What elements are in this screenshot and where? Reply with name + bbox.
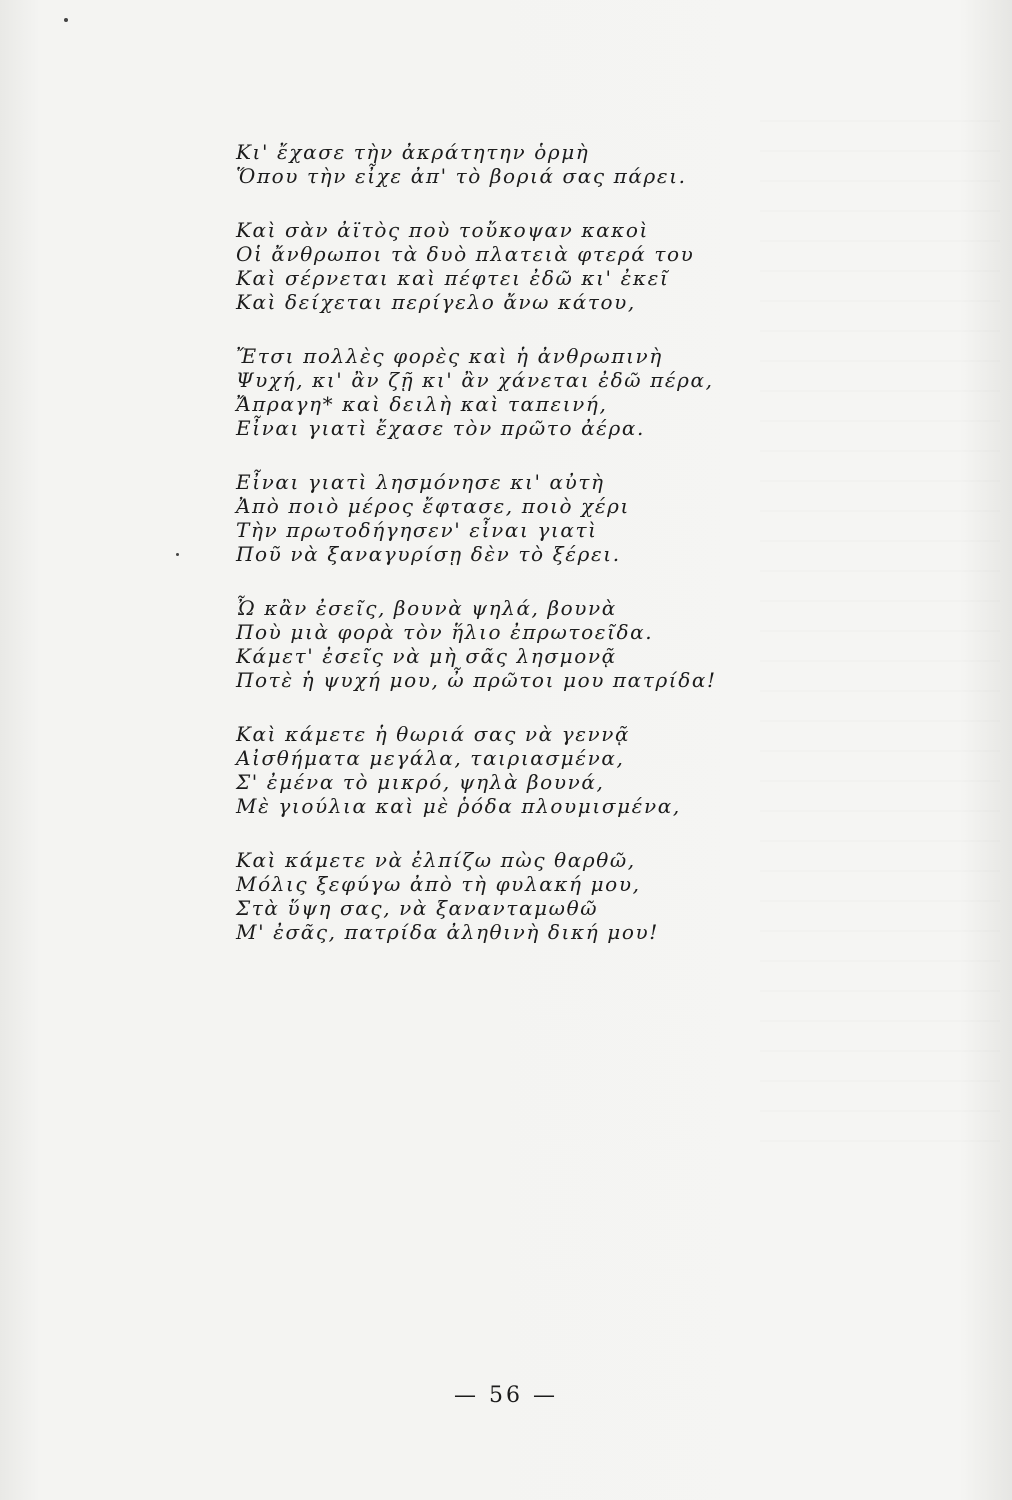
poem-line: Κάμετ' ἐσεῖς νὰ μὴ σᾶς λησμονᾷ <box>236 644 617 668</box>
poem-line: Ποὺ μιὰ φορὰ τὸν ἥλιο ἐπρωτοεῖδα. <box>236 620 654 644</box>
poem-line: Καὶ κάμετε νὰ ἐλπίζω πὼς θαρθῶ, <box>236 848 636 872</box>
poem-line: Οἱ ἄνθρωποι τὰ δυὸ πλατειὰ φτερά του <box>236 242 695 266</box>
speck-mark <box>176 553 179 556</box>
poem-line: Ψυχή, κι' ἂν ζῇ κι' ἂν χάνεται ἐδῶ πέρα, <box>236 368 714 392</box>
poem-line: Εἶναι γιατὶ λησμόνησε κι' αὐτὴ <box>236 470 605 494</box>
page-number: — 56 — <box>454 1383 558 1408</box>
poem-line: Καὶ κάμετε ἡ θωριά σας νὰ γεννᾷ <box>236 722 631 746</box>
poem-line: Μὲ γιούλια καὶ μὲ ῥόδα πλουμισμένα, <box>236 794 681 818</box>
poem-line: Τὴν πρωτοδήγησεν' εἶναι γιατὶ <box>236 518 598 542</box>
stanza <box>236 344 836 440</box>
stanza <box>236 722 836 818</box>
stanza <box>236 848 836 944</box>
poem-body <box>236 140 836 974</box>
poem-line: Ποτὲ ἡ ψυχή μου, ὦ πρῶτοι μου πατρίδα! <box>236 668 717 692</box>
poem-line: Σ' ἐμένα τὸ μικρό, ψηλὰ βουνά, <box>236 770 605 794</box>
poem-line: Εἶναι γιατὶ ἔχασε τὸν πρῶτο ἀέρα. <box>236 416 645 440</box>
poem-line: Μόλις ξεφύγω ἀπὸ τὴ φυλακή μου, <box>236 872 641 896</box>
poem-line: Ἄπραγη* καὶ δειλὴ καὶ ταπεινή, <box>236 392 608 416</box>
stanza <box>236 218 836 314</box>
poem-line: Στὰ ὕψη σας, νὰ ξανανταμωθῶ <box>236 896 599 920</box>
poem-line: Ὦ κἂν ἐσεῖς, βουνὰ ψηλά, βουνὰ <box>236 596 617 620</box>
poem-line: Καὶ δείχεται περίγελο ἄνω κάτου, <box>236 290 636 314</box>
poem-line: Ἀπὸ ποιὸ μέρος ἔφτασε, ποιὸ χέρι <box>236 494 630 518</box>
poem-line: Καὶ σέρνεται καὶ πέφτει ἐδῶ κι' ἐκεῖ <box>236 266 670 290</box>
stanza <box>236 596 836 692</box>
poem-line: Καὶ σὰν ἀϊτὸς ποὺ τοὔκοψαν κακοὶ <box>236 218 649 242</box>
stanza <box>236 140 836 188</box>
poem-line: Κι' ἔχασε τὴν ἀκράτητην ὁρμὴ <box>236 140 590 164</box>
poem-line: Ἔτσι πολλὲς φορὲς καὶ ἡ ἀνθρωπινὴ <box>236 344 663 368</box>
poem-line: Ὅπου τὴν εἶχε ἀπ' τὸ βοριά σας πάρει. <box>236 164 687 188</box>
poem-line: Μ' ἐσᾶς, πατρίδα ἀληθινὴ δική μου! <box>236 920 659 944</box>
speck-mark <box>64 18 68 22</box>
stanza <box>236 470 836 566</box>
poem-line: Αἰσθήματα μεγάλα, ταιριασμένα, <box>236 746 625 770</box>
poem-line: Ποῦ νὰ ξαναγυρίσῃ δὲν τὸ ξέρει. <box>236 542 621 566</box>
